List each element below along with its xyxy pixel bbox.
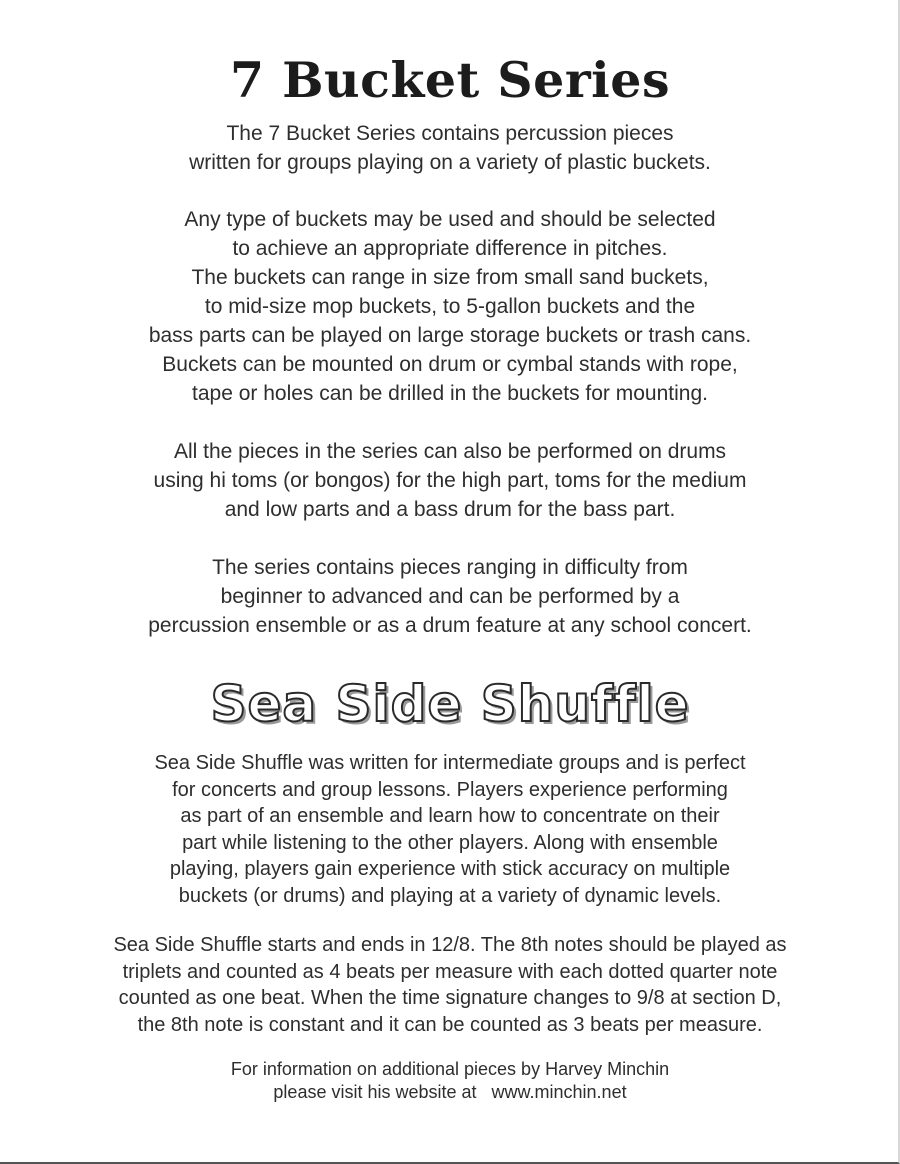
footer-line-2: please visit his website at www.minchin.net — [273, 1082, 627, 1102]
text-line: counted as one beat. When the time signature changes to 9/8 at section D, — [118, 987, 782, 1009]
piece-title: Sea Side Shuffle — [210, 675, 690, 733]
text-line: tape or holes can be drilled in the buckets for mounting. — [192, 382, 708, 405]
piece-paragraph-2 — [0, 932, 900, 1038]
text-line: Sea Side Shuffle starts and ends in 12/8. The 8th notes should be played as — [113, 934, 787, 956]
text-line: playing, players gain experience with stick accuracy on multiple — [169, 858, 731, 880]
text-line: Any type of buckets may be used and should be selected — [184, 208, 716, 231]
text-line: The series contains pieces ranging in difficulty from — [212, 556, 688, 579]
text-line: The 7 Bucket Series contains percussion pieces — [226, 122, 674, 145]
text-line: to mid-size mop buckets, to 5-gallon buckets and the — [204, 295, 696, 318]
intro-paragraph-1 — [0, 119, 900, 177]
text-line: part while listening to the other players. Along with ensemble — [182, 831, 718, 854]
text-line: All the pieces in the series can also be performed on drums — [173, 440, 727, 463]
text-line: Sea Side Shuffle was written for intermediate groups and is perfect — [154, 752, 746, 774]
text-line: the 8th note is constant and it can be counted as 3 beats per measure. — [137, 1013, 763, 1036]
text-line: buckets (or drums) and playing at a variety of dynamic levels. — [178, 884, 722, 907]
text-line: to achieve an appropriate difference in pitches. — [232, 237, 668, 260]
text-line: The buckets can range in size from small sand buckets, — [191, 266, 709, 289]
text-line: and low parts and a bass drum for the bass part. — [224, 498, 676, 521]
text-line: Buckets can be mounted on drum or cymbal stands with rope, — [162, 353, 738, 376]
text-line: written for groups playing on a variety of plastic buckets. — [189, 151, 711, 174]
footer-info — [0, 1058, 900, 1104]
text-line: percussion ensemble or as a drum feature at any school concert. — [148, 614, 752, 637]
intro-paragraph-3 — [0, 437, 900, 524]
intro-paragraph-4 — [0, 553, 900, 640]
footer-line-1: For information on additional pieces by Harvey Minchin — [230, 1059, 670, 1079]
page-title: 7 Bucket Series — [229, 51, 671, 109]
text-line: as part of an ensemble and learn how to concentrate on their — [180, 805, 720, 827]
text-line: using hi toms (or bongos) for the high part, toms for the medium — [153, 469, 747, 492]
text-line: beginner to advanced and can be performed by a — [220, 585, 680, 608]
piece-paragraph-1 — [0, 750, 900, 909]
text-line: bass parts can be played on large storage buckets or trash cans. — [148, 324, 752, 347]
text-line: triplets and counted as 4 beats per measure with each dotted quarter note — [122, 960, 778, 983]
text-line: for concerts and group lessons. Players experience performing — [172, 778, 728, 801]
intro-paragraph-2 — [0, 205, 900, 408]
